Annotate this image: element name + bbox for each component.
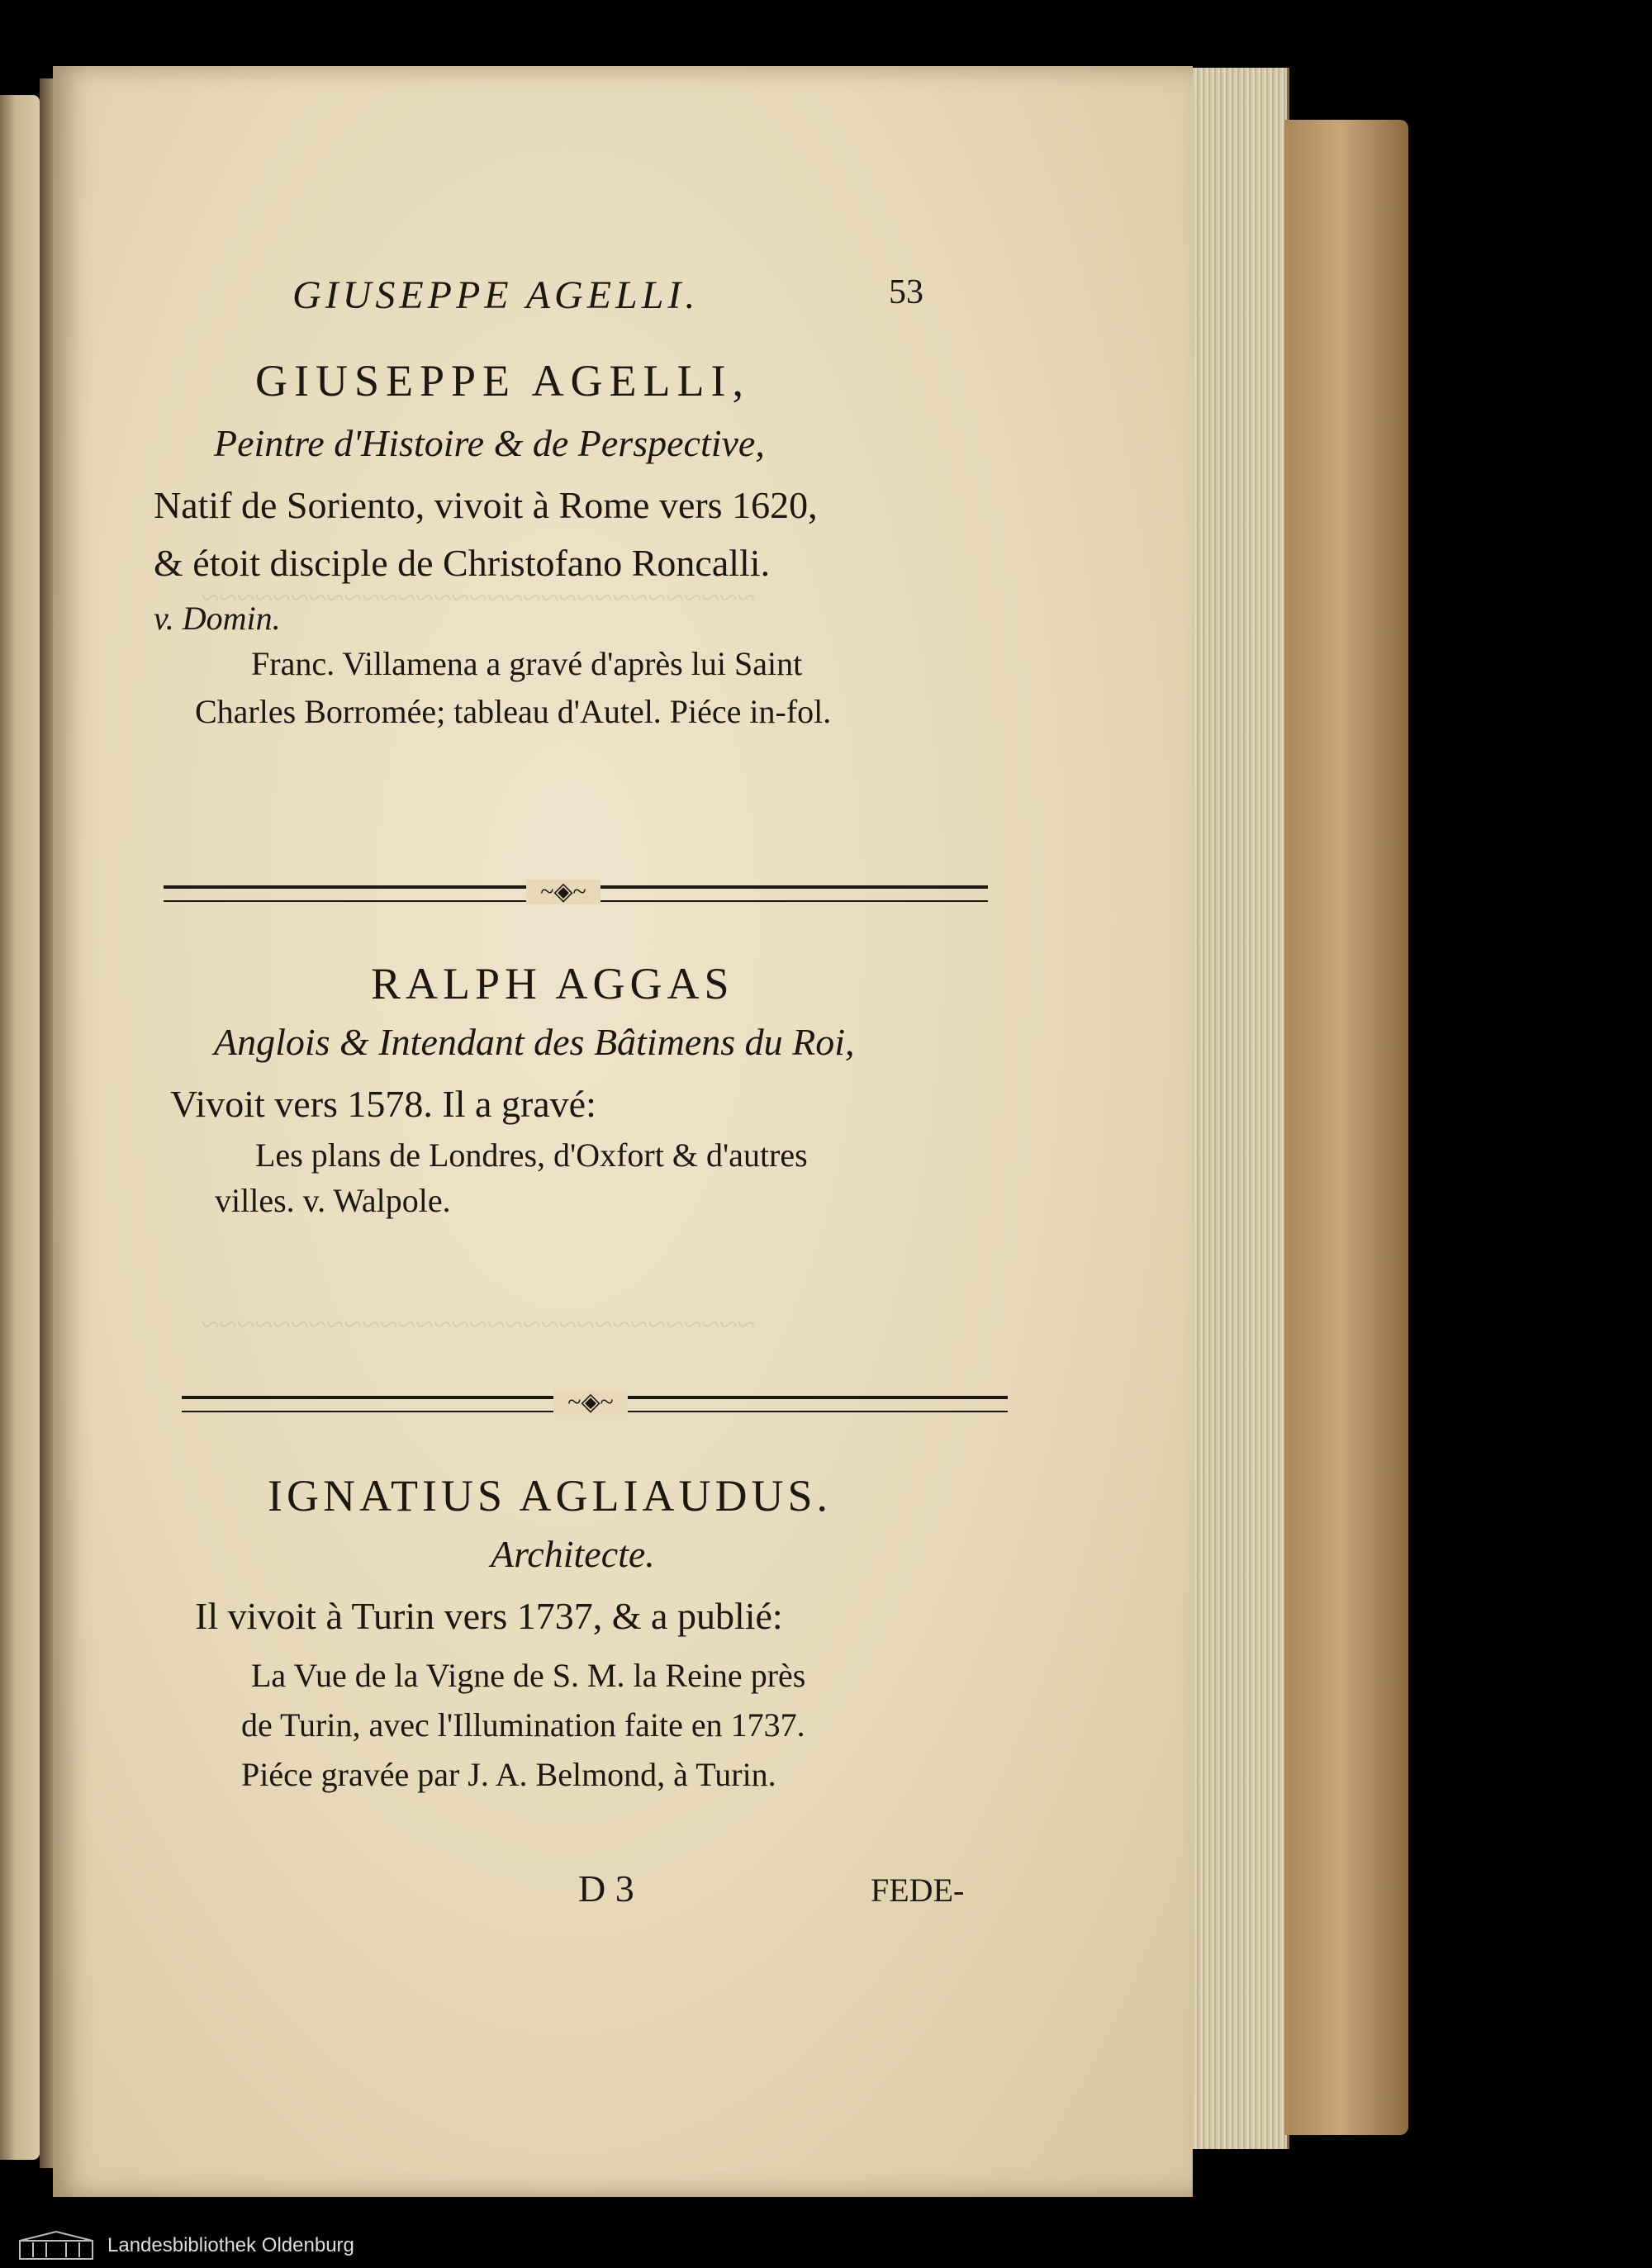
entry-name: IGNATIUS AGLIAUDUS. — [268, 1471, 832, 1521]
rule-ornament: ~◈~ — [526, 880, 601, 904]
signature-mark: D 3 — [578, 1867, 634, 1910]
entry-title: Architecte. — [491, 1533, 655, 1575]
entry-name: RALPH AGGAS — [371, 959, 734, 1008]
entry-line: Natif de Soriento, vivoit à Rome vers 1620, — [154, 484, 818, 526]
entry-name: GIUSEPPE AGELLI, — [255, 356, 750, 406]
entry-line: Vivoit vers 1578. Il a gravé: — [170, 1083, 596, 1125]
library-logo-icon — [15, 2229, 97, 2262]
rule-ornament: ~◈~ — [553, 1390, 628, 1415]
entry-work: de Turin, avec l'Illumination faite en 1737. — [241, 1706, 805, 1744]
bleed-through: ~~~~~~~~~~~~~~~~~~~~~~~~~~~~~~~ — [202, 579, 756, 616]
entry-work: Les plans de Londres, d'Oxfort & d'autres — [255, 1136, 808, 1174]
running-head: GIUSEPPE AGELLI. — [292, 273, 700, 317]
entry-work: villes. v. Walpole. — [215, 1182, 451, 1219]
book-page — [53, 66, 1193, 2197]
entry-work: Franc. Villamena a gravé d'après lui Saint — [251, 645, 803, 682]
viewer-footer — [0, 2224, 1652, 2268]
library-name: Landesbibliothek Oldenburg — [107, 2234, 354, 2256]
bleed-through: ~~~~~~~~~~~~~~~~~~~~~~~~~~~~~~~ — [202, 1306, 756, 1343]
entry-title: Peintre d'Histoire & de Perspective, — [214, 422, 765, 464]
entry-line: Il vivoit à Turin vers 1737, & a publié: — [195, 1595, 783, 1637]
page-number: 53 — [889, 273, 923, 311]
fore-edge-pages — [1188, 68, 1289, 2149]
catchword: FEDE- — [871, 1872, 965, 1909]
entry-line: v. Domin. — [154, 600, 281, 637]
entry-work: Piéce gravée par J. A. Belmond, à Turin. — [241, 1756, 776, 1793]
entry-work: Charles Borromée; tableau d'Autel. Piéce in-fol. — [195, 693, 832, 730]
left-page-edge — [0, 95, 40, 2160]
entry-work: La Vue de la Vigne de S. M. la Reine près — [251, 1657, 806, 1694]
entry-line: & étoit disciple de Christofano Roncalli. — [154, 542, 771, 584]
book-cover-edge — [1284, 120, 1408, 2135]
entry-title: Anglois & Intendant des Bâtimens du Roi, — [214, 1021, 855, 1063]
